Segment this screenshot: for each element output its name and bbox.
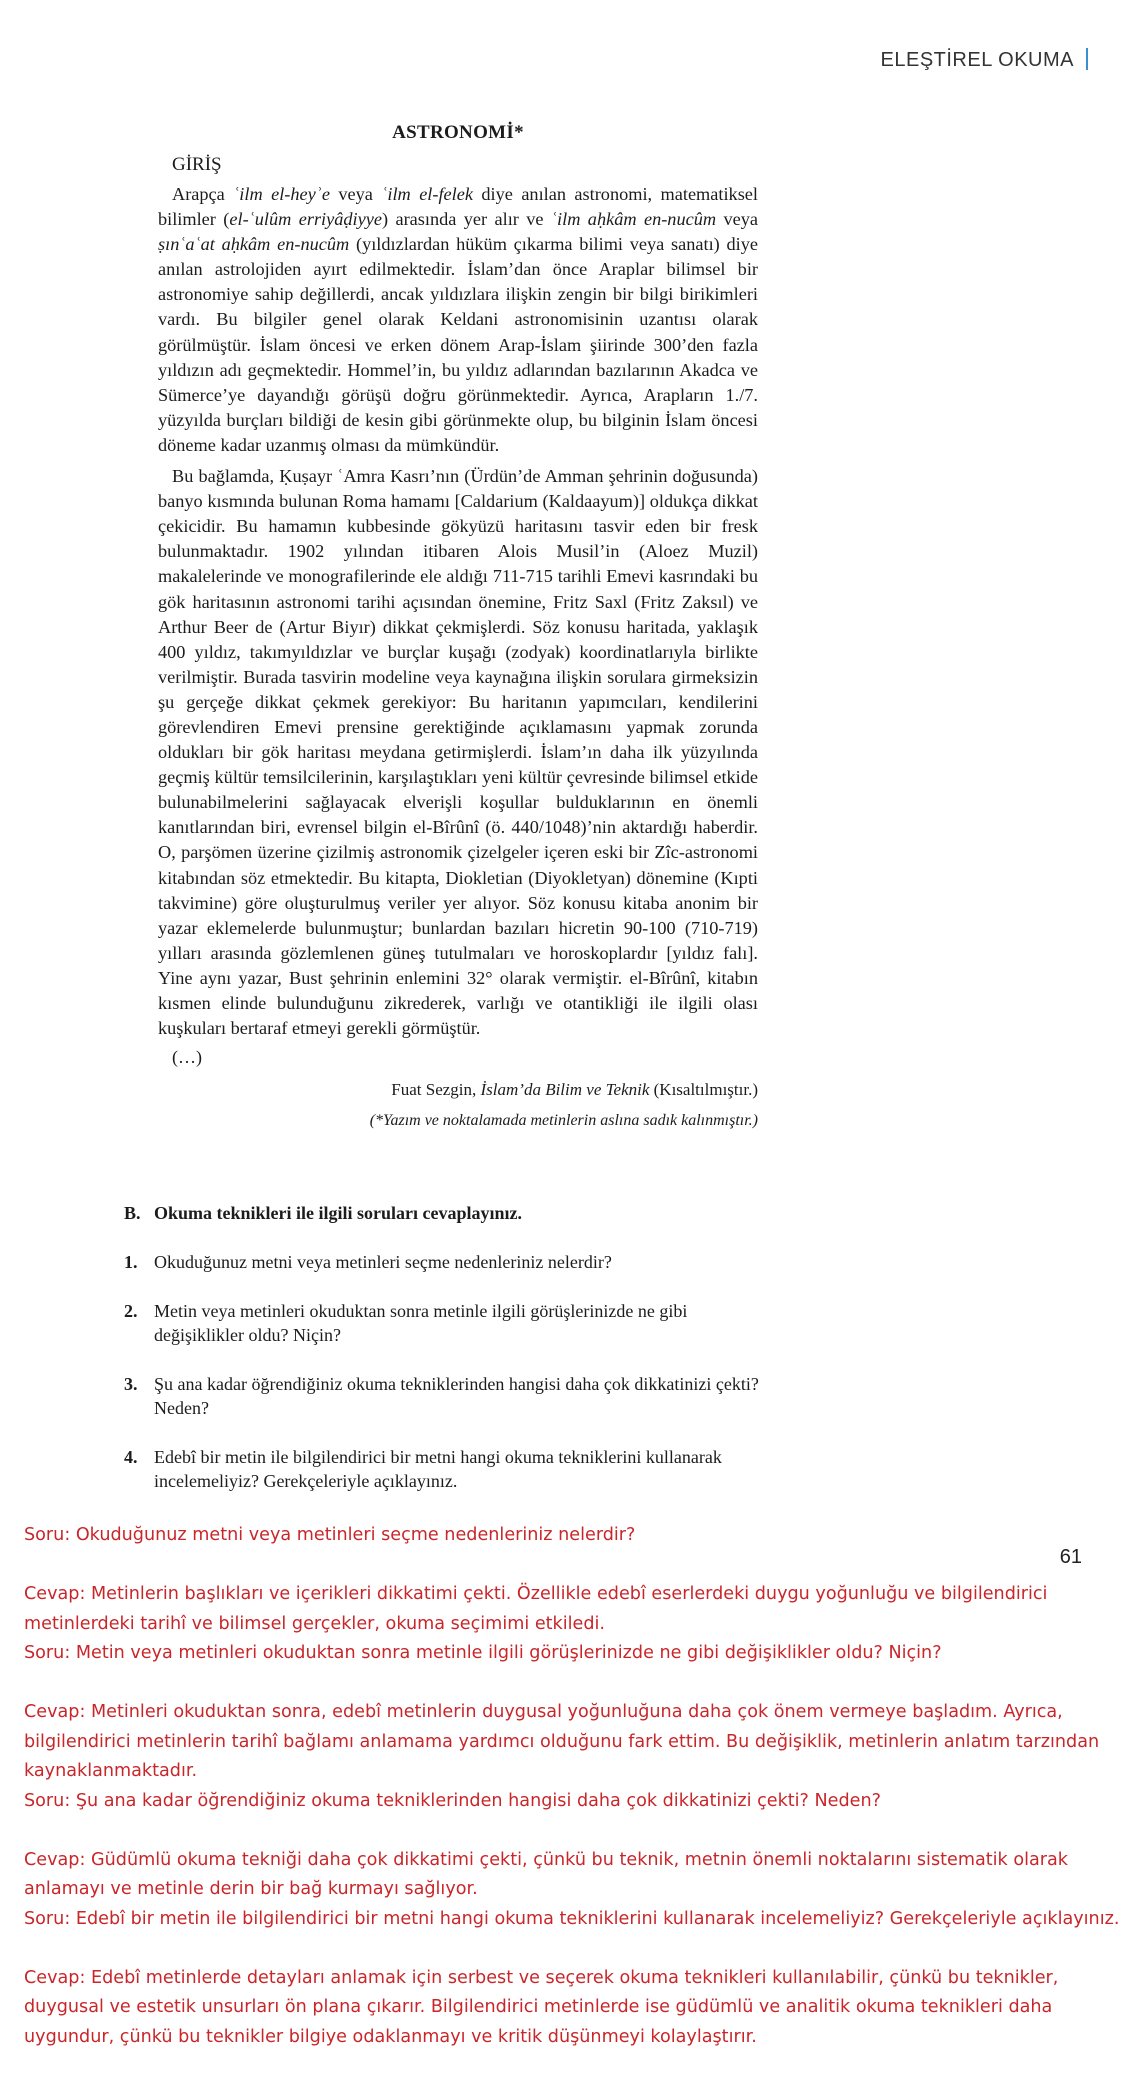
questions-heading-text: Okuma teknikleri ile ilgili soruları cevaplayınız. xyxy=(154,1203,522,1223)
header-title: ELEŞTİREL OKUMA xyxy=(880,49,1074,71)
answer-question: Soru: Şu ana kadar öğrendiğiniz okuma tekniklerinden hangisi daha çok dikkatinizi çekti? Neden? xyxy=(24,1790,881,1811)
question-number: 2. xyxy=(124,1301,138,1321)
source-citation: Fuat Sezgin, İslam’da Bilim ve Teknik (Kısaltılmıştır.) xyxy=(391,1080,758,1100)
answer-question: Soru: Okuduğunuz metni veya metinleri seçme nedenleriniz nelerdir? xyxy=(24,1525,636,1545)
answer-text: Cevap: Güdümlü okuma tekniği daha çok dikkatimi çekti, çünkü bu teknik, metnin önemli noktalarını sistematik olarak anlamayı ve metinle derin bir bağ kurmayı sağlıyor. xyxy=(24,1849,1068,1899)
header-accent-bar xyxy=(1086,48,1088,70)
answers-section xyxy=(24,1521,1134,2052)
footnote: (*Yazım ve noktalamada metinlerin aslına sadık kalınmıştır.) xyxy=(369,1112,758,1130)
article xyxy=(158,122,758,1130)
article-title: ASTRONOMİ* xyxy=(392,122,524,143)
question-number: 3. xyxy=(124,1374,138,1394)
page-number: 61 xyxy=(1059,1546,1082,1568)
spacer xyxy=(24,1816,1134,1846)
questions-label: B. xyxy=(124,1203,141,1223)
question-number: 1. xyxy=(124,1252,138,1272)
answer-text: Cevap: Metinlerin başlıkları ve içerikleri dikkatimi çekti. Özellikle edebî eserlerdeki duygu yoğunluğu ve bilgilendirici metinlerdeki tarihî ve bilimsel gerçekler, okuma seçimimi etkiledi. xyxy=(24,1584,1048,1634)
answer-question: Soru: Edebî bir metin ile bilgilendirici bir metni hangi okuma tekniklerini kullanarak incelemeliyiz? Gerekçeleriyle açıklayınız. xyxy=(24,1908,1120,1929)
question-item xyxy=(124,1250,764,1274)
question-text: Şu ana kadar öğrendiğiniz okuma tekniklerinden hangisi daha çok dikkatinizi çekti? Neden? xyxy=(154,1374,759,1418)
ellipsis: (…) xyxy=(172,1047,202,1068)
question-item xyxy=(124,1372,764,1420)
page-header xyxy=(881,48,1088,72)
question-text: Okuduğunuz metni veya metinleri seçme nedenleriniz nelerdir? xyxy=(154,1252,612,1272)
answer-question: Soru: Metin veya metinleri okuduktan sonra metinle ilgili görüşlerinizde ne gibi değişiklikler oldu? Niçin? xyxy=(24,1643,942,1663)
spacer xyxy=(24,1551,1134,1581)
questions-section xyxy=(124,1203,764,1518)
question-text: Edebî bir metin ile bilgilendirici bir metni hangi okuma tekniklerini kullanarak incelemeliyiz? Gerekçeleriyle açıklayınız. xyxy=(154,1447,722,1491)
question-item xyxy=(124,1445,764,1493)
section-heading: GİRİŞ xyxy=(172,154,222,175)
question-number: 4. xyxy=(124,1447,138,1467)
article-paragraph: Bu bağlamda, Ḳuṣayr ʿAmra Kasrı’nın (Ürdün’de Amman şehrinin doğusunda) banyo kısmında bulunan Roma hamamı [Caldarium (Kaldaayum)] oldukça dikkat çekicidir. Bu hamamın kubbesinde gökyüzü haritasını tasvir eden bir fresk bulunmaktadır. 1902 yılından itibaren Alois Musil’in (Aloez Muzil) makalelerinde ve monografilerinde ele aldığı 711-715 tarihli Emevi kasrındaki bu gök haritasının astronomi tarihi açısından önemine, Fritz Saxl (Fritz Zaksıl) ve Arthur Beer de (Artur Biyır) dikkat çekmişlerdi. Söz konusu haritada, yaklaşık 400 yıldız, takımyıldızlar ve burçlar kuşağı (zodyak) koordinatlarıyla birlikte verilmiştir. Burada tasvirin modeline veya kaynağına ilişkin sorulara girmeksizin şu gerçeğe dikkat çekmek gerekiyor: Bu haritanın yapımcıları, kendilerini görevlendiren Emevi prensine gerektiğinde açıklamasını yapmak zorunda oldukları bir gök haritası meydana getirmişlerdi. İslam’ın daha ilk yüzyılında geçmiş kültür temsilcilerinin, karşılaştıkları yeni kültür çevresinde bilimsel etkide bulunabilmelerini sağlayacak elverişli koşullar bulduklarının en önemli kanıtlarından biri, evrensel bilgin el-Bîrûnî (ö. 440/1048)’nin aktardığı haberdir. O, parşömen üzerine çizilmiş astronomik çizelgeler içeren eski bir Zîc-astronomi kitabından söz etmektedir. Bu kitapta, Diokletian (Diyokletyan) dönemine (Kıpti takvimine) göre oluşturulmuş veriler yer alıyor. Söz konusu kitaba anonim bir yazar eklemelerde bulunmuştur; bunlardan bazıları hicretin 90-100 (710-719) yılları arasında gözlemlenen güneş tutulmaları ve horoskoplardır [yıldız falı]. Yine aynı yazar, Bust şehrinin enlemini 32° olarak vermiştir. el-Bîrûnî, kitabın kısmen elinde bulunduğunu zikrederek, varlığı ve otantikliği ile ilgili olası kuşkuları bertaraf etmeyi gerekli görmüştür. xyxy=(158,466,758,1039)
spacer xyxy=(24,1934,1134,1964)
spacer xyxy=(24,1669,1134,1699)
answer-text: Cevap: Edebî metinlerde detayları anlamak için serbest ve seçerek okuma teknikleri kullanılabilir, çünkü bu teknikler, duygusal ve estetik unsurları ön plana çıkarır. Bilgilendirici metinlerde ise güdümlü ve analitik okuma teknikleri daha uygundur, çünkü bu teknikler bilgiye odaklanmayı ve kritik düşünmeyi kolaylaştırır. xyxy=(24,1967,1059,2047)
answer-text: Cevap: Metinleri okuduktan sonra, edebî metinlerin duygusal yoğunluğuna daha çok önem vermeye başladım. Ayrıca, bilgilendirici metinlerin tarihî bağlamı anlamama yardımcı olduğunu fark ettim. Bu değişiklik, metinlerin anlatım tarzından kaynaklanmaktadır. xyxy=(24,1702,1100,1781)
questions-heading xyxy=(124,1203,764,1224)
question-item xyxy=(124,1299,764,1347)
article-paragraph: Arapça ʿilm el-heyʾe veya ʿilm el-felek diye anılan astronomi, matematiksel bilimler (el-ʿulûm erriyâḍiyye) arasında yer alır ve ʿilm aḥkâm en-nucûm veya ṣınʿaʿat aḥkâm en-nucûm (yıldızlardan hüküm çıkarma bilimi veya sanatı) diye anılan astrolojiden ayırt edilmektedir. İslam’dan önce Araplar bilimsel bir astronomiye sahip değillerdi, ancak yıldızlara ilişkin zengin bir bilgi birikimleri vardı. Bu bilgiler genel olarak Keldani astronomisinin uzantısı olarak görülmüştür. İslam öncesi ve erken dönem Arap-İslam şiirinde 300’den fazla yıldızın adı geçmektedir. Hommel’in, bu yıldız adlarından bazılarının Akadca ve Sümerce’ye dayandığı görüşü doğru görünmektedir. Ayrıca, Arapların 1./7. yüzyılda burçları bildiği de kesin gibi görünmekte olup, bu bilginin İslam öncesi döneme kadar uzanmış olması da mümkündür. xyxy=(158,184,758,455)
question-text: Metin veya metinleri okuduktan sonra metinle ilgili görüşlerinizde ne gibi değişiklikler oldu? Niçin? xyxy=(154,1301,688,1345)
